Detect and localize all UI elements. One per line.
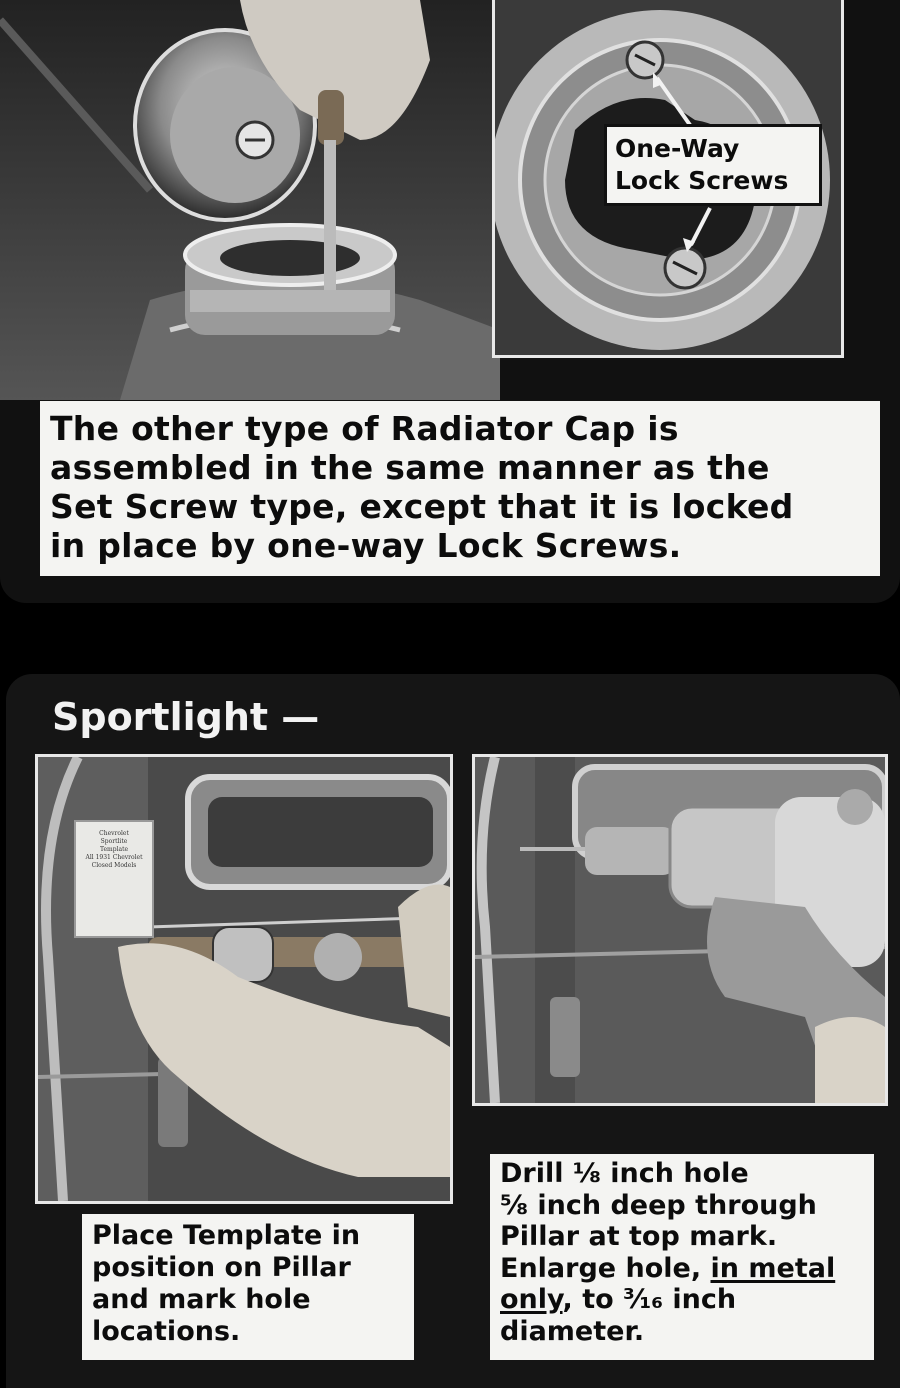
underlined-emphasis: in metal: [710, 1252, 836, 1284]
drilling-instructions-caption: [490, 1154, 874, 1360]
caption-line: Place Template in: [92, 1220, 361, 1251]
template-placement-caption: [82, 1214, 414, 1360]
bottom-slide: [6, 674, 900, 1388]
sportlite-template-card: [74, 820, 154, 938]
caption-text: , to ³⁄₁₆ inch: [562, 1284, 737, 1315]
caption-line: locations.: [92, 1316, 241, 1347]
caption-line: position on Pillar: [92, 1252, 351, 1283]
callout-label-line: One-Way: [615, 134, 740, 163]
caption-line: diameter.: [500, 1315, 645, 1347]
caption-line: [500, 1284, 864, 1316]
slide-title: Sportlight —: [52, 695, 320, 739]
caption-line: and mark hole: [92, 1284, 311, 1315]
template-card-line: All 1931 Chevrolet: [85, 854, 143, 861]
top-slide: [0, 0, 900, 603]
caption-line: Drill ⅛ inch hole: [500, 1158, 749, 1189]
caption-line: in place by one-way Lock Screws.: [50, 526, 682, 565]
template-card-line: Template: [99, 846, 129, 853]
caption-line: assembled in the same manner as the: [50, 448, 770, 487]
caption-line: Set Screw type, except that it is locked: [50, 487, 794, 526]
lock-screws-callout-label: [604, 124, 822, 206]
radiator-cap-photo: [0, 0, 500, 400]
template-card-line: Sportlite: [100, 838, 128, 845]
template-card-line: Closed Models: [91, 862, 137, 869]
radiator-cap-caption: [40, 401, 880, 576]
drill-photo: [472, 754, 888, 1106]
callout-label-line: Lock Screws: [615, 166, 789, 195]
caption-line: ⅝ inch deep through: [500, 1189, 817, 1221]
caption-line: [500, 1253, 864, 1285]
caption-line: Pillar at top mark.: [500, 1221, 778, 1252]
caption-text: Enlarge hole,: [500, 1252, 711, 1284]
template-card-line: Chevrolet: [99, 830, 129, 837]
caption-line: The other type of Radiator Cap is: [50, 409, 679, 448]
underlined-emphasis: only: [500, 1284, 563, 1315]
